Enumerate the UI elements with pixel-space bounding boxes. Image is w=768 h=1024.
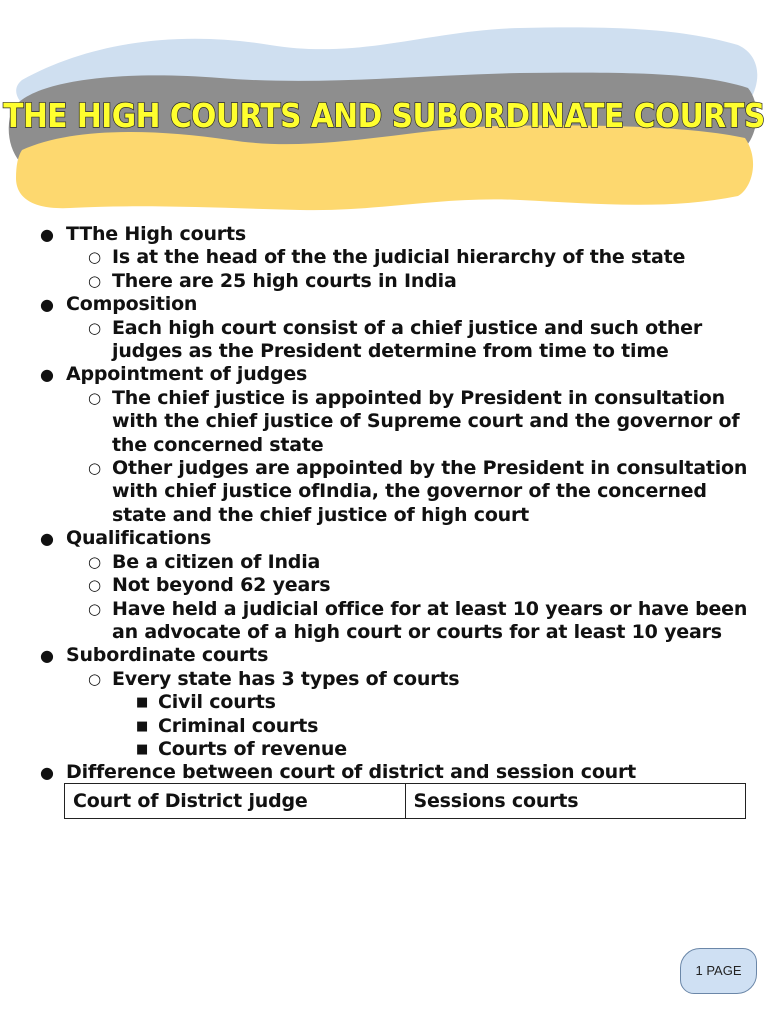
section-heading: Appointment of judges bbox=[66, 363, 308, 386]
bullet-icon: ● bbox=[40, 529, 54, 549]
sub-list-item-text: Civil courts bbox=[158, 691, 276, 714]
table-row bbox=[65, 784, 746, 819]
square-bullet-icon: ■ bbox=[136, 695, 149, 711]
section-appointment bbox=[40, 363, 755, 386]
list-item-text: Not beyond 62 years bbox=[112, 574, 331, 597]
section-heading: Difference between court of district and session court bbox=[66, 761, 637, 784]
square-bullet-icon: ■ bbox=[136, 718, 149, 734]
bullet-icon: ● bbox=[40, 225, 54, 244]
list-item-text: Every state has 3 types of courts bbox=[112, 667, 460, 690]
square-bullet-icon: ■ bbox=[136, 741, 149, 757]
list-item bbox=[40, 457, 755, 527]
bullet-icon: ● bbox=[40, 646, 54, 666]
hollow-bullet-icon: ○ bbox=[88, 248, 101, 267]
hollow-bullet-icon: ○ bbox=[88, 599, 101, 618]
sub-list-item-text: Courts of revenue bbox=[158, 737, 347, 760]
list-item bbox=[40, 574, 755, 597]
hollow-bullet-icon: ○ bbox=[88, 576, 101, 595]
sub-list-item bbox=[40, 738, 755, 761]
table-cell-sessions-courts: Sessions courts bbox=[405, 784, 746, 819]
hollow-bullet-icon: ○ bbox=[88, 271, 101, 290]
section-heading: TThe High courts bbox=[66, 223, 246, 245]
sub-list-item bbox=[40, 691, 755, 714]
list-item-text: Each high court consist of a chief justice and such other judges as the President determine from time to time bbox=[112, 316, 703, 363]
hollow-bullet-icon: ○ bbox=[88, 388, 101, 407]
section-composition bbox=[40, 293, 755, 316]
sub-list-item bbox=[40, 715, 755, 738]
list-item-text: Other judges are appointed by the President in consultation with chief justice ofIndia, the governor of the concerned state and the chief justice of high court bbox=[112, 457, 748, 526]
list-item bbox=[40, 387, 755, 457]
bullet-icon: ● bbox=[40, 763, 54, 783]
section-qualifications bbox=[40, 527, 755, 550]
banner-wave-yellow bbox=[16, 125, 753, 210]
list-item-text: The chief justice is appointed by President in consultation with the chief justice of Supreme court and the governor of the concerned state bbox=[112, 386, 740, 456]
list-item bbox=[40, 598, 755, 645]
list-item bbox=[40, 317, 755, 364]
list-item bbox=[40, 246, 755, 269]
section-heading: Subordinate courts bbox=[66, 644, 269, 667]
bullet-icon: ● bbox=[40, 365, 54, 385]
sub-list-item-text: Criminal courts bbox=[158, 714, 319, 737]
list-item bbox=[40, 270, 755, 293]
section-heading: Qualifications bbox=[66, 527, 212, 550]
page-number-badge: 1 PAGE bbox=[680, 948, 757, 994]
section-difference bbox=[40, 761, 755, 784]
list-item-text: Be a citizen of India bbox=[112, 550, 321, 573]
list-item bbox=[40, 551, 755, 574]
section-subordinate-courts bbox=[40, 644, 755, 667]
table-cell-district-judge: Court of District judge bbox=[65, 784, 406, 819]
hollow-bullet-icon: ○ bbox=[88, 669, 101, 688]
outline bbox=[40, 223, 755, 785]
page-title: THE HIGH COURTS AND SUBORDINATE COURTS bbox=[3, 96, 765, 135]
hollow-bullet-icon: ○ bbox=[88, 459, 101, 478]
section-heading: Composition bbox=[66, 293, 198, 316]
section-high-courts bbox=[40, 223, 755, 246]
bullet-icon: ● bbox=[40, 295, 54, 315]
list-item-text: Is at the head of the the judicial hierarchy of the state bbox=[112, 246, 686, 269]
list-item bbox=[40, 668, 755, 691]
hollow-bullet-icon: ○ bbox=[88, 552, 101, 571]
list-item-text: There are 25 high courts in India bbox=[112, 269, 457, 292]
hollow-bullet-icon: ○ bbox=[88, 318, 101, 337]
comparison-table bbox=[64, 783, 746, 819]
list-item-text: Have held a judicial office for at least 10 years or have been an advocate of a high court or courts for at least 10 years bbox=[112, 597, 748, 643]
